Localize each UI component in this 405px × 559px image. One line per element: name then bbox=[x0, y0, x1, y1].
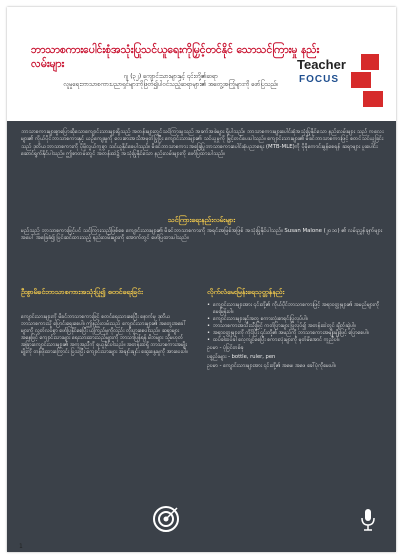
left-section-heading: ဦးစွာမိခင်ဘာသာစကားအသုံးပြု၍ စတင်ရေးခြင်း bbox=[21, 288, 143, 296]
teaching-methods-heading: သင်ကြားရေးနည်းလမ်းများ bbox=[167, 216, 236, 224]
list-item: • ထပ်ခါထပ်ခါ လေ့ကျင့်စေပြီး စကားလုံးများကို မှတ်မိအောင် ကူညီပါ။ bbox=[207, 337, 387, 344]
logo-word-focus: FOCUS bbox=[299, 74, 339, 85]
logo-square-icon bbox=[363, 91, 383, 107]
intro-paragraph: ဘာသာစကားများစွာပြောဆိုသောကျောင်းသားများရှိသည့် အတန်းများတွင်သင်ကြားမှုသည် အခက်အခဲများ ရှိပါသည်။ ဘာသာစကားများပေါင်းစုံအသုံးပြုနိုင်သော နည်းလမ်းများ သည် ကလေးများ၏ ကိုယ်ပိုင်ဘာသာစကားနှင့် ယဉ်ကျေးမှုကို လေးစားအသိအမှတ်ပြုပြီး ကျောင်းသားများ၏ သင်ယူမှုကို မြှင့်တင်ပေးပါသည်။ ကျောင်းသားများ၏ မိခင်ဘာသာစကားဖြင့် စတင်သင်ယူခြင်းသည် ဒုတိယဘာသာစကားကို ပိုမိုလွယ်ကူစွာ သင်ယူနိုင်စေပါသည်။ မိခင်ဘာသာစကား အခြေပြုဘာသာစကားပေါင်းစုံပညာရေး (MTB-MLE)ကို ပိုမိုကောင်းမွန်စေရန် ဆရာများ ပူးပေါင်း ဆောင်ရွက်နိုင်ပါသည်။ ဤစာတမ်းတွင် အတန်းထဲ၌ အသုံးပြုနိုင်သော နည်းလမ်းများကို ဖော်ပြထားပါသည်။ bbox=[21, 129, 384, 158]
authors-line: ဂျ (၃၂) ကျောင်းသားများနှင့် ၎င်းတို့၏ဆရာ bbox=[123, 73, 219, 80]
example-line: ပစ္စည်းများ - bottle, ruler, pen bbox=[207, 353, 276, 360]
list-item: • အရာဝတ္ထုများကို ကိုင်ပြီး ၎င်းတို့၏ အမည်ကို ဘာသာစကားအမျိုးမျိုးဖြင့် ပြောစေပါ။ bbox=[207, 330, 387, 337]
document-title: ဘာသာစကားပေါင်းစုံအသုံးပြုသင်ယူရေးကိုမြှင့်တင်နိုင် သောသင်ကြားမှု နည်းလမ်းများ bbox=[31, 44, 320, 70]
page-header bbox=[7, 7, 396, 121]
right-section-heading: လိုက်လံမေးမြန်းရေသုတ္တန်နည်း bbox=[207, 288, 285, 296]
list-item: • ကျောင်းသားများအား ၎င်းတို့၏ ကိုယ်ပိုင်ဘာသာစကားဖြင့် အရာဝတ္ထုများ၏ အမည်များကို မေးမြန်းပါ။ bbox=[207, 302, 387, 316]
example-line: ဥပမာ - ပုံပြင်တစ်ခု bbox=[207, 344, 244, 351]
teacher-focus-logo bbox=[297, 54, 383, 109]
chalkboard-panel bbox=[7, 121, 396, 552]
microphone-icon bbox=[360, 508, 376, 532]
example-line: ဥပမာ - ကျောင်းသားများအား ၎င်းတို့၏ အမေ၊ အဖေ ခေါ်ပုံကိုမေးပါ။ bbox=[207, 362, 336, 369]
document-subtitle bbox=[31, 73, 311, 89]
logo-square-icon bbox=[361, 54, 379, 70]
target-icon bbox=[152, 505, 180, 533]
affiliation-line: လူမှုရေးဘာသာစကားပညာရှင်များကိုဖြတ်၍ပါဝင်သည့်ဆရာများ၏ အတွေ့အကြုံများကို ဖော်ပြသည်။ bbox=[63, 81, 279, 88]
document-page bbox=[7, 7, 396, 552]
list-item: • ကျောင်းသားများနှင့်အတူ စကားလုံးစာရင်းပြုလုပ်ပါ။ bbox=[207, 316, 387, 323]
teaching-methods-body: မည်သည့် ဘာသာစကားဖြင့်ပင် သင်ကြားသည်ဖြစ်စေ ကျောင်းသားများ၏ မိခင်ဘာသာစကားကို အရင်းအမြစ်အဖြစ် အသုံးပြုနိုင်ပါသည်။ Susan Malone (၂၀၁၀) ၏ လမ်းညွှန်ချက်များအပေါ် အခြေခံ၍ ပြင်ဆင်ထားသည့် နည်းလမ်းများကို အောက်တွင် ဖော်ပြထားပါသည်။ bbox=[21, 228, 383, 242]
page-number: 1 bbox=[19, 543, 23, 550]
right-section-body bbox=[207, 302, 387, 372]
logo-square-icon bbox=[351, 72, 371, 88]
left-section-body: ကျောင်းသားများကို မိခင်ဘာသာစကားဖြင့် စတင်ရေးသားစေပြီး နောက်မှ ဒုတိယဘာသာစကားသို့ ပြောင်းရေးစေပါ။ ဤနည်းလမ်းသည် ကျောင်းသားများ၏ အတွေးအခေါ်များကို လွတ်လပ်စွာ ဖော်ပြနိုင်စေပြီး ယုံကြည်မှုကိုလည်း တိုးပွားစေပါသည်။ ဆရာများအနေဖြင့် ကျောင်းသားများ ရေးသားထားသည်များကို ဘာသာပြန်ရန် မိဘများ သို့မဟုတ် အခြားကျောင်းသားများ၏ အကူအညီကို ရယူနိုင်ပါသည်။ အတန်းထဲရှိ ဘာသာစကားအမျိုးမျိုးကို တန်ဖိုးထားကြောင်း ပြသပြီး ကျောင်းသားများ အချင်းချင်း ဆွေးနွေးမှုကို အားပေးပါ။ bbox=[21, 314, 188, 356]
logo-word-teacher: Teacher bbox=[297, 57, 346, 72]
list-item: • ဘာသာစကားအသီးသီးဖြင့် ကတ်ပြားများ ပြုလုပ်၍ အတန်းထဲတွင် ချိတ်ဆွဲပါ။ bbox=[207, 323, 387, 330]
